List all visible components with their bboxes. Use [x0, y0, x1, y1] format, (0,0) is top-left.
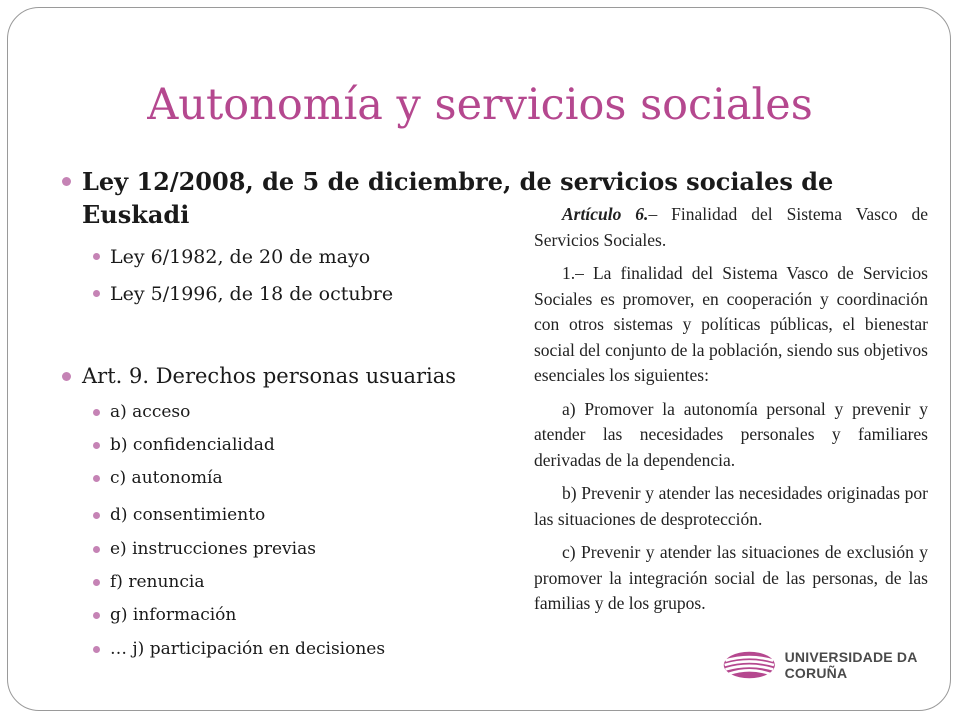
right-item: … j) participación en decisiones [110, 639, 386, 659]
right-item: f) renuncia [110, 572, 205, 592]
article-paragraph-a: a) Promover la autonomía personal y prevenir y atender las necesidades personales y familiares derivadas de la dependencia. [534, 398, 928, 470]
article-heading-text: – Finalidad del Sistema Vasco de Servicios Sociales. [534, 204, 928, 250]
university-emblem-icon [722, 648, 777, 682]
university-name: UNIVERSIDADE DA CORUÑA [784, 649, 917, 681]
sub-law-item: Ley 5/1996, de 18 de octubre [110, 283, 394, 305]
university-logo [722, 648, 960, 682]
right-item: b) confidencialidad [110, 435, 275, 455]
article-paragraph-c: c) Prevenir y atender las situaciones de exclusión y promover la integración social de las personas, de las familias y de los grupos. [534, 542, 928, 613]
main-bullet: Ley 12/2008, de 5 de diciembre, de servicios sociales de Euskadi [82, 165, 842, 231]
right-item: g) información [110, 605, 237, 625]
right-item: c) autonomía [110, 468, 223, 488]
right-item: e) instrucciones previas [110, 539, 316, 559]
slide-title: Autonomía y servicios sociales [147, 80, 813, 130]
sub-law-item: Ley 6/1982, de 20 de mayo [110, 246, 371, 268]
article-heading [534, 202, 928, 253]
article-number: Artículo 6. [562, 204, 649, 224]
article-excerpt [512, 198, 928, 660]
article-paragraph-1: 1.– La finalidad del Sistema Vasco de Servicios Sociales es promover, en cooperación y coordinación con otros sistemas y políticas públicas, el bienestar social del conjunto de la población, siendo sus objetivos esenciales los siguientes: [534, 263, 928, 385]
art-bullet: Art. 9. Derechos personas usuarias [82, 364, 457, 388]
right-item: d) consentimiento [110, 505, 266, 525]
article-paragraph-b: b) Prevenir y atender las necesidades originadas por las situaciones de desprotección. [534, 483, 928, 529]
right-item: a) acceso [110, 402, 191, 422]
